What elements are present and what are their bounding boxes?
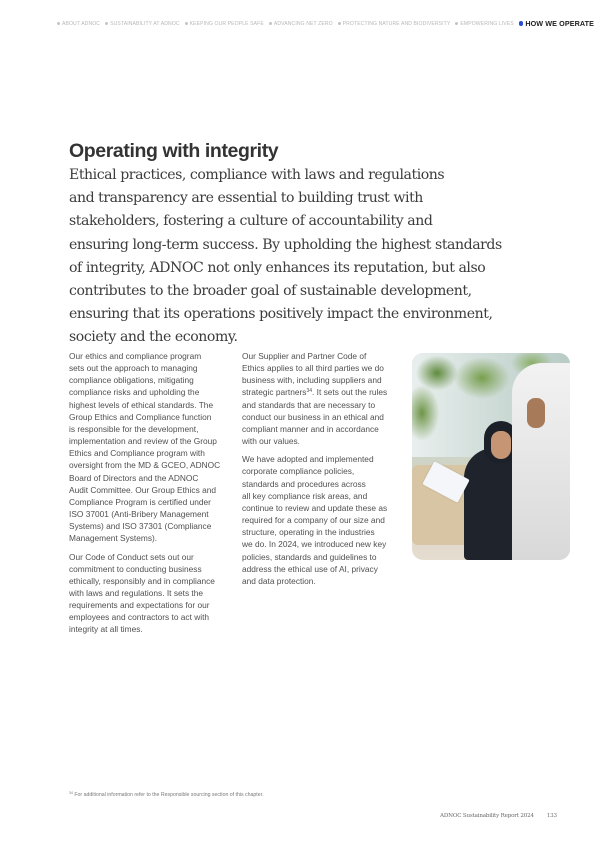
nav-item-empowering-lives[interactable] — [455, 21, 513, 27]
footnote-marker: 34 — [69, 791, 73, 795]
text-line: Group Ethics and Compliance function — [69, 411, 212, 422]
text-line: We have adopted and implemented — [242, 454, 374, 465]
photo-man-face — [527, 398, 545, 428]
photo-woman-face — [491, 431, 511, 459]
nav-item-keeping-our-people-safe[interactable] — [185, 21, 264, 27]
text-line: and data protection. — [242, 575, 316, 586]
text-line: Ethics applies to all third parties we do — [242, 363, 384, 374]
text-line: employees and contractors to act with — [69, 612, 210, 623]
nav-item-sustainability-at-adnoc[interactable] — [105, 21, 180, 27]
meeting-photo — [412, 353, 570, 560]
text-line: requirements and expectations for our — [69, 600, 210, 611]
text-line: implementation and review of the Group — [69, 436, 217, 447]
text-line: policies, standards and guidelines to — [242, 551, 377, 562]
text-line: commitment to conducting business — [69, 563, 202, 574]
report-title: ADNOC Sustainability Report 2024 — [440, 813, 534, 819]
photo-man — [512, 363, 570, 560]
lead-line: contributes to the broader goal of sustainable development, — [69, 283, 472, 300]
nav-item-label: ADVANCING NET ZERO — [273, 20, 333, 27]
text-line: highest levels of ethical standards. The — [69, 399, 214, 410]
text-line: all key compliance risk areas, and — [242, 490, 368, 501]
text-line — [242, 386, 412, 398]
nav-item-label: ABOUT ADNOC — [62, 20, 101, 27]
page-number: 133 — [546, 813, 557, 819]
text-line: business with, including suppliers and — [242, 375, 382, 386]
text-line: Audit Committee. Our Group Ethics and — [69, 484, 217, 495]
text-line: Management Systems). — [69, 533, 158, 544]
text-line: sets out the approach to managing — [69, 363, 198, 374]
active-dot-icon — [519, 21, 524, 26]
text-line: with laws and regulations. It sets the — [69, 587, 204, 598]
section-navigation — [57, 19, 595, 28]
nav-item-protecting-nature[interactable] — [338, 21, 451, 27]
body-column-2 — [242, 350, 412, 593]
text-line: address the ethical use of AI, privacy — [242, 563, 378, 574]
nav-item-label: SUSTAINABILITY AT ADNOC — [110, 20, 180, 27]
text-line: Systems) and ISO 37301 (Compliance — [69, 521, 212, 532]
footnote-text: For additional information refer to the Responsible sourcing section of this chapter. — [74, 792, 264, 798]
text-line: conduct our business in an ethical and — [242, 411, 384, 422]
text-line: is responsible for the development, — [69, 423, 199, 434]
bullet-dot-icon — [338, 22, 341, 25]
compliance-policies-paragraph — [242, 453, 412, 587]
supplier-code-paragraph — [242, 350, 412, 447]
nav-item-label: EMPOWERING LIVES — [460, 20, 514, 27]
footnote-reference[interactable]: 34 — [306, 388, 313, 395]
text-line: compliance obligations, mitigating — [69, 375, 194, 386]
lead-line: Ethical practices, compliance with laws and regulations — [69, 167, 445, 183]
text-line: Board of Directors and the ADNOC — [69, 472, 199, 483]
bullet-dot-icon — [185, 22, 188, 25]
text-line: Our ethics and compliance program — [69, 351, 202, 361]
lead-line: society and the economy. — [69, 329, 238, 346]
bullet-dot-icon — [57, 22, 60, 25]
body-column-1 — [69, 350, 239, 642]
nav-item-about-adnoc[interactable] — [57, 21, 100, 27]
text-line: compliant manner and in accordance — [242, 423, 379, 434]
nav-item-how-we-operate[interactable] — [519, 19, 594, 28]
text-line: continue to review and update these as — [242, 502, 388, 513]
text-line: required for a company of our size and — [242, 515, 385, 526]
text-line: Our Code of Conduct sets out our — [69, 551, 194, 562]
text-line: Our Supplier and Partner Code of — [242, 351, 367, 361]
ethics-program-paragraph — [69, 350, 239, 545]
lead-line: ensuring long-term success. By upholding the highest standards — [69, 236, 502, 253]
text-line: Compliance Program is certified under — [69, 496, 211, 507]
bullet-dot-icon — [105, 22, 108, 25]
text-line: structure, operating in the industries — [242, 527, 375, 538]
lead-paragraph — [69, 164, 502, 350]
text-line: corporate compliance policies, — [242, 466, 355, 477]
text-line: Ethics and Compliance program with — [69, 448, 205, 459]
page-footer — [440, 813, 557, 819]
text-line: with our values. — [242, 436, 300, 447]
text-line: ISO 37001 (Anti-Bribery Management — [69, 509, 209, 520]
code-of-conduct-paragraph — [69, 551, 239, 636]
text-line: standards and procedures across — [242, 478, 366, 489]
lead-line: stakeholders, fostering a culture of accountability and — [69, 213, 433, 230]
bullet-dot-icon — [455, 22, 458, 25]
bullet-dot-icon — [269, 22, 272, 25]
nav-item-advancing-net-zero[interactable] — [269, 21, 333, 27]
lead-line: ensuring that its operations positively impact the environment, — [69, 306, 493, 323]
nav-item-label: KEEPING OUR PEOPLE SAFE — [189, 20, 264, 27]
footnote — [69, 792, 264, 798]
lead-line: of integrity, ADNOC not only enhances its reputation, but also — [69, 259, 486, 276]
nav-item-label: HOW WE OPERATE — [525, 19, 595, 28]
page-title: Operating with integrity — [69, 140, 279, 162]
text-line: we do. In 2024, we introduced new key — [242, 539, 387, 550]
text-fragment: strategic partners — [242, 387, 307, 398]
text-line: compliance risks and upholding the — [69, 387, 200, 398]
text-line: ethically, responsibly and in compliance — [69, 575, 215, 586]
lead-line: and transparency are essential to building trust with — [69, 190, 423, 207]
text-fragment: . It sets out the rules — [312, 387, 388, 398]
text-line: oversight from the MD & GCEO, ADNOC — [69, 460, 221, 471]
nav-item-label: PROTECTING NATURE AND BIODIVERSITY — [342, 20, 451, 27]
text-line: integrity at all times. — [69, 624, 143, 635]
text-line: and standards that are necessary to — [242, 399, 376, 410]
